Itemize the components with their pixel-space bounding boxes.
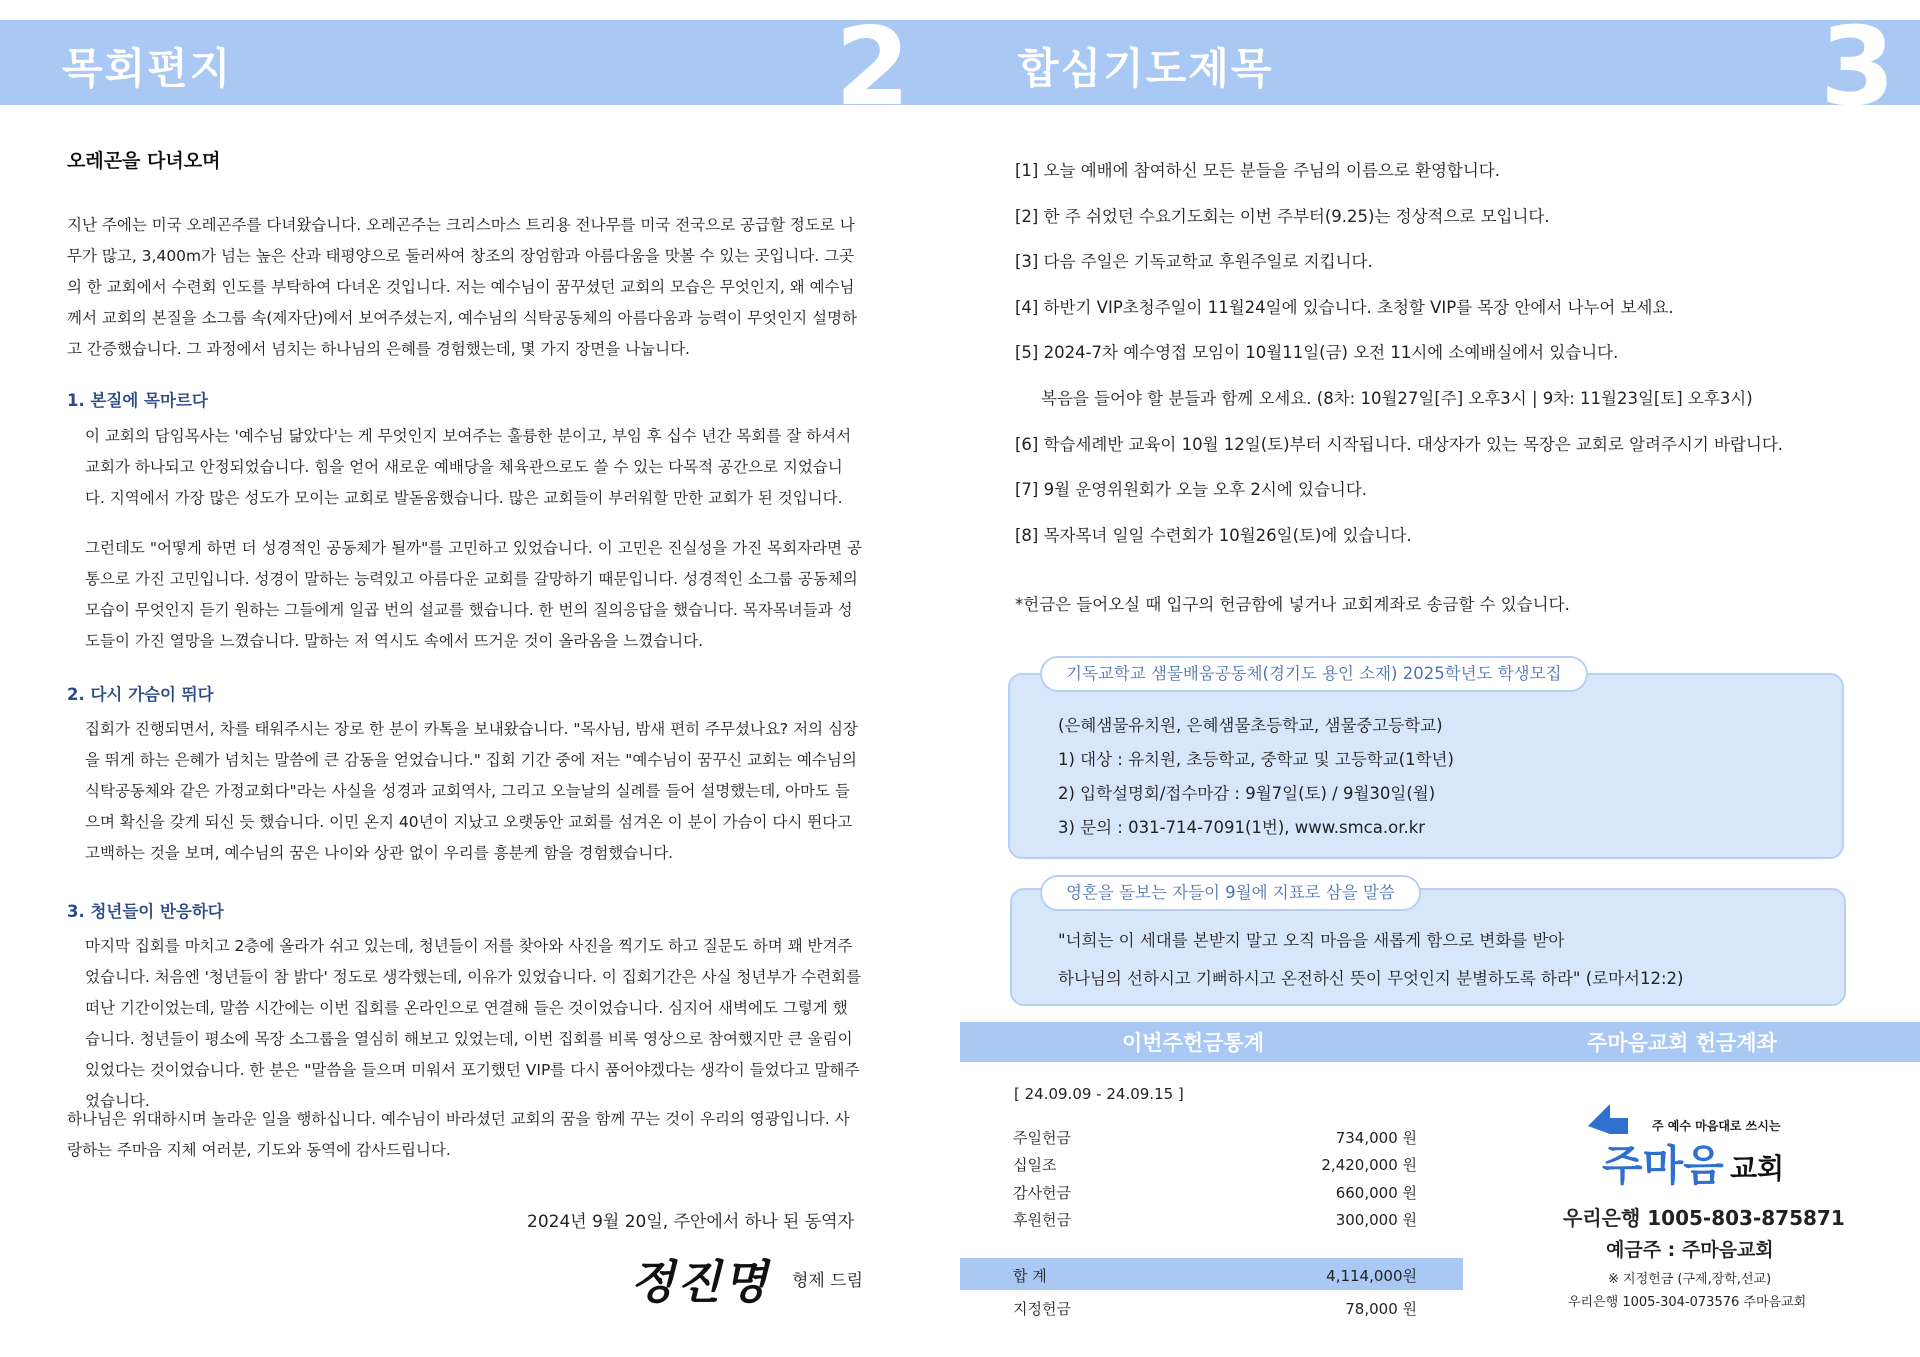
offering-amount: 734,000 원: [1335, 1129, 1417, 1147]
prayer-item-8: [8] 목자목녀 일일 수련회가 10월26일(토)에 있습니다.: [1015, 526, 1412, 545]
offering-amount: 2,420,000 원: [1321, 1156, 1417, 1174]
section-1-paragraph-1: [85, 421, 862, 514]
section-2-paragraph: [85, 714, 862, 869]
signature-suffix: 형제 드림: [792, 1271, 864, 1291]
account-bank-line: 우리은행 1005-803-875871: [1563, 1206, 1845, 1230]
section-3-text: 마지막 집회를 마치고 2층에 올라가 쉬고 있는데, 청년들이 저를 찾아와 사진을 찍기도 하고 질문도 하며 꽤 반겨주었습니다. 처음엔 '청년들이 참 밝다' 정도로 생각했는데, 이유가 있었습니다. 이 집회기간은 사실 청년부가 수련회를 떠난 기간이었는데, 말씀 시간에는 이번 집회를 온라인으로 연결해 들은 것이었습니다. 심지어 새벽에도 그렇게 했습니다. 청년들이 평소에 목장 소그룹을 열심히 해보고 있었는데, 이번 집회를 비록 영상으로 참여했지만 큰 울림이 있었다는 것이었습니다. 한 분은 "말씀을 들으며 미워서 포기했던 VIP를 다시 품어야겠다는 생각이 들었다고 말해주었습니다.: [85, 937, 862, 1110]
offering-label: 후원헌금: [1013, 1211, 1071, 1229]
left-header-bar: [0, 5, 960, 130]
signature-date: 2024년 9월 20일, 주안에서 하나 된 동역자: [527, 1212, 855, 1232]
offering-total-row: [1013, 1265, 1417, 1286]
school-box-line-3: 2) 입학설명회/접수마감 : 9월7일(토) / 9월30일(월): [1058, 784, 1436, 803]
offering-amount: 300,000 원: [1335, 1211, 1417, 1229]
school-box-line-4: 3) 문의 : 031-714-7091(1번), www.smca.or.kr: [1058, 818, 1426, 837]
letter-closing-text: 하나님은 위대하시며 놀라운 일을 행하십니다. 예수님이 바라셨던 교회의 꿈을 함께 꾸는 것이 우리의 영광입니다. 사랑하는 주마음 지체 여러분, 기도와 동역에 감사드립니다.: [67, 1110, 850, 1159]
section-1-text-1: 이 교회의 담임목사는 '예수님 닮았다'는 게 무엇인지 보여주는 훌륭한 분이고, 부임 후 십수 년간 목회를 잘 하셔서 교회가 하나되고 안정되었습니다. 힘을 얻어 새로운 예배당을 체육관으로도 쓸 수 있는 다목적 공간으로 지었습니다. 지역에서 가장 많은 성도가 모이는 교회로 발돋움했습니다. 많은 교회들이 부러워할 만한 교회가 된 것입니다.: [85, 427, 852, 507]
offering-row: [1013, 1154, 1417, 1175]
section-2-text: 집회가 진행되면서, 차를 태워주시는 장로 한 분이 카톡을 보내왔습니다. "목사님, 밤새 편히 주무셨나요? 저의 심장을 뛰게 하는 은혜가 넘치는 말씀에 큰 감동을 얻었습니다." 집회 기간 중에 저는 "예수님이 꿈꾸신 교회는 예수님의 식탁공동체와 같은 가정교회다"라는 사실을 성경과 교회역사, 그리고 오늘날의 실례를 들어 설명했는데, 아마도 들으며 확신을 갖게 되신 듯 했습니다. 이민 온지 40년이 지났고 오랫동안 교회를 섬겨온 이 분이 가슴이 다시 뛴다고 고백하는 것을 보며, 예수님의 꿈은 나이와 상관 없이 우리를 흥분케 함을 경험했습니다.: [85, 720, 858, 862]
offering-total-label: 합 계: [1013, 1267, 1047, 1285]
prayer-item-4: [4] 하반기 VIP초청주일이 11월24일에 있습니다. 초청할 VIP를 목장 안에서 나누어 보세요.: [1015, 298, 1674, 317]
logo-name-suffix: 교회: [1730, 1152, 1785, 1185]
offering-total-amount: 4,114,000원: [1326, 1267, 1417, 1285]
prayer-item-1: [1] 오늘 예배에 참여하신 모든 분들을 주님의 이름으로 환영합니다.: [1015, 161, 1500, 180]
offering-label: 주일헌금: [1013, 1129, 1071, 1147]
right-header-bar: [960, 5, 1920, 130]
logo-name-main: 주마음: [1602, 1141, 1724, 1190]
offering-row: [1013, 1182, 1417, 1203]
section-1-paragraph-2: [85, 533, 862, 657]
verse-box-tab: 영혼을 돌보는 자들이 9월에 지표로 삼을 말씀: [1040, 875, 1421, 911]
offering-label: 감사헌금: [1013, 1184, 1071, 1202]
letter-closing: [67, 1104, 862, 1166]
verse-line-2: 하나님의 선하시고 기뻐하시고 온전하신 뜻이 무엇인지 분별하도록 하라" (로마서12:2): [1058, 969, 1684, 988]
designated-offering-row: [1013, 1298, 1417, 1319]
school-box-tab: 기독교학교 샘물배움공동체(경기도 용인 소재) 2025학년도 학생모집: [1040, 656, 1588, 692]
section-2-heading: 2. 다시 가슴이 뛰다: [67, 685, 214, 704]
offering-label: 십일조: [1013, 1156, 1057, 1174]
letter-intro-text: 지난 주에는 미국 오레곤주를 다녀왔습니다. 오레곤주는 크리스마스 트리용 전나무를 미국 전국으로 공급할 정도로 나무가 많고, 3,400m가 넘는 높은 산과 태평양으로 둘러싸여 창조의 장엄함과 아름다움을 맛볼 수 있는 곳입니다. 그곳의 한 교회에서 수련회 인도를 부탁하여 다녀온 것입니다. 저는 예수님이 꿈꾸셨던 교회의 모습은 무엇인지, 왜 예수님께서 교회의 본질을 소그룹 속(제자단)에서 보여주셨는지, 예수님의 식탁공동체의 아름다움과 능력이 무엇인지 설명하고 간증했습니다. 그 과정에서 넘치는 하나님의 은혜를 경험했는데, 몇 가지 장면을 나눕니다.: [67, 216, 857, 358]
section-1-heading: 1. 본질에 목마르다: [67, 391, 208, 410]
designated-account-line: 우리은행 1005-304-073576 주마음교회: [1568, 1295, 1807, 1310]
prayer-item-5: [5] 2024-7차 예수영접 모임이 10월11일(금) 오전 11시에 소예배실에서 있습니다.: [1015, 343, 1619, 362]
right-header-title: 합심기도제목: [1018, 44, 1274, 93]
offering-row: [1013, 1127, 1417, 1148]
logo-arrow-icon: [1588, 1104, 1628, 1134]
school-box-line-1: (은혜샘물유치원, 은혜샘물초등학교, 샘물중고등학교): [1058, 716, 1443, 735]
school-box-line-2: 1) 대상 : 유치원, 초등학교, 중학교 및 고등학교(1학년): [1058, 750, 1454, 769]
section-3-heading: 3. 청년들이 반응하다: [67, 902, 224, 921]
designated-account-note: ※ 지정헌금 (구제,장학,선교): [1608, 1272, 1772, 1287]
logo-tagline: 주 예수 마음대로 쓰시는: [1652, 1119, 1781, 1133]
account-holder: 예금주 : 주마음교회: [1606, 1239, 1774, 1261]
letter-intro: [67, 210, 862, 365]
prayer-item-7: [7] 9월 운영위원회가 오늘 오후 2시에 있습니다.: [1015, 480, 1368, 499]
designated-offering-label: 지정헌금: [1013, 1300, 1071, 1318]
prayer-item-3: [3] 다음 주일은 기독교학교 후원주일로 지킵니다.: [1015, 252, 1373, 271]
letter-title: 오레곤을 다녀오며: [67, 150, 221, 172]
signature-name: 정진명: [630, 1255, 770, 1309]
designated-offering-amount: 78,000 원: [1345, 1300, 1417, 1318]
offering-amount: 660,000 원: [1335, 1184, 1417, 1202]
left-page-number: 2: [835, 5, 911, 130]
offering-stats-title: 이번주헌금통계: [1122, 1031, 1265, 1055]
account-title: 주마음교회 헌금계좌: [1587, 1031, 1777, 1055]
church-logo: [1580, 1100, 1790, 1195]
prayer-item-5-continued: 복음을 들어야 할 분들과 함께 오세요. (8차: 10월27일[주] 오후3시 | 9차: 11월23일[토] 오후3시): [1041, 389, 1753, 408]
section-1-text-2: 그런데도 "어떻게 하면 더 성경적인 공동체가 될까"를 고민하고 있었습니다. 이 고민은 진실성을 가진 목회자라면 공통으로 가진 고민입니다. 성경이 말하는 능력있고 아름다운 교회를 갈망하기 때문입니다. 성경적인 소그룹 공동체의 모습이 무엇인지 듣기 원하는 그들에게 일곱 번의 설교를 했습니다. 한 번의 질의응답을 했습니다. 목자목녀들과 성도들이 가진 열망을 느꼈습니다. 말하는 저 역시도 속에서 뜨거운 것이 올라옴을 느꼈습니다.: [85, 539, 862, 650]
prayer-item-2: [2] 한 주 쉬었던 수요기도회는 이번 주부터(9.25)는 정상적으로 모입니다.: [1015, 207, 1550, 226]
right-page-number: 3: [1820, 5, 1896, 130]
section-3-paragraph: [85, 931, 862, 1117]
prayer-item-6: [6] 학습세례반 교육이 10월 12일(토)부터 시작됩니다. 대상자가 있는 목장은 교회로 알려주시기 바랍니다.: [1015, 435, 1784, 454]
verse-line-1: "너희는 이 세대를 본받지 말고 오직 마음을 새롭게 함으로 변화를 받아: [1058, 931, 1565, 950]
left-header-title: 목회편지: [62, 44, 233, 93]
offering-note: *헌금은 들어오실 때 입구의 헌금함에 넣거나 교회계좌로 송금할 수 있습니다.: [1015, 595, 1570, 614]
offering-period: [ 24.09.09 - 24.09.15 ]: [1014, 1085, 1184, 1103]
offering-row: [1013, 1209, 1417, 1230]
